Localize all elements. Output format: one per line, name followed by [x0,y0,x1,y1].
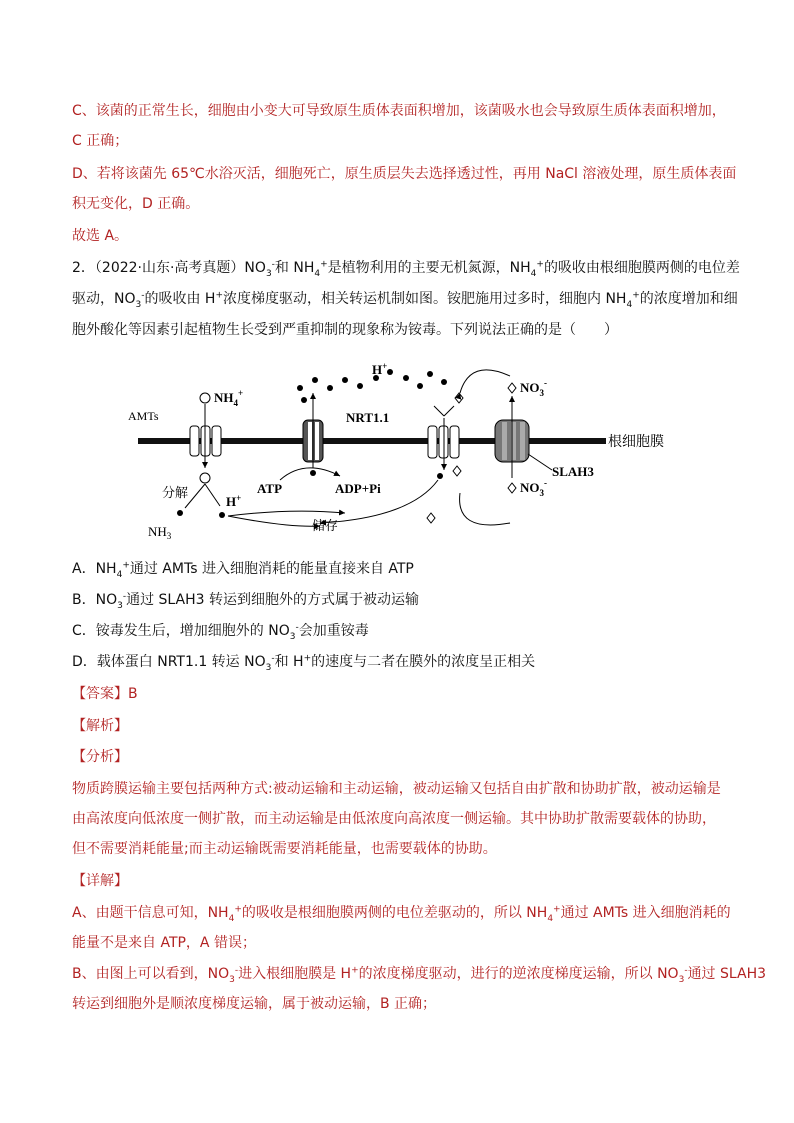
arrow [205,484,220,506]
no3-diamond [453,466,461,476]
text: 的速度与二者在膜外的浓度呈正相关 [311,654,536,670]
sup: + [536,259,544,270]
sup: + [553,904,561,915]
nh3-dot [177,510,183,516]
text: 通过 AMTs 进入细胞消耗的能量直接来自 ATP [129,561,414,577]
arrow [228,511,345,516]
sub: 4 [530,268,537,279]
no3-diamond [508,383,516,393]
option-d-explanation: D、若将该菌先 65℃水浴灭活，细胞死亡，原生质层失去选择透过性，再用 NaCl 溶液处理，原生质体表面 [72,166,737,182]
nrt-label: NRT1.1 [346,410,390,425]
sup: - [295,622,299,633]
h-dot [437,473,443,479]
q2-text: 是植物利用的主要无机氮源，NH [327,260,531,276]
option-b [72,590,419,610]
h-dot [219,512,225,518]
nh4-inside [200,473,210,483]
arrow [460,370,510,393]
sub: 3 [289,631,296,642]
text: B．NO [72,592,118,608]
atp-label: ATP [257,481,283,496]
fenxi-heading: 【分析】 [72,749,128,765]
analysis-p2: 由高浓度向低浓度一侧扩散，而主动运输是由低浓度向高浓度一侧运输。其中协助扩散需要载体的协助， [72,811,716,827]
sup: + [632,290,640,301]
sup: + [234,904,242,915]
nh4-label: $NH_4^+$ [214,388,244,408]
analysis-heading: 【解析】 [72,718,128,734]
h-label-top: H+ [372,361,388,377]
sub: 3 [229,974,235,985]
q2-text: 的吸收由 H [144,291,216,307]
q2-text: 的吸收由根细胞膜两侧的电位差 [543,260,740,276]
sub: 3 [117,600,123,611]
sup: + [122,560,130,571]
sub: 3 [265,662,272,673]
answer: 【答案】B [72,686,138,702]
slah3-label: SLAH3 [552,464,594,479]
sup: - [271,653,275,664]
nrt-arrows [434,406,454,416]
detail-heading: 【详解】 [72,873,128,889]
detail-b-line-1 [72,964,766,984]
sup: - [234,965,239,976]
store-label: 储存 [312,518,339,533]
h-dot [310,470,316,476]
q2-text: 的浓度增加和细 [639,291,738,307]
arrow [228,516,320,526]
no3-bottom-label: $NO_3^-$ [520,478,547,498]
sup: + [351,965,359,976]
text: 会加重铵毒 [298,623,369,639]
nh3-label: $NH_3$ [148,524,172,541]
question-2-line-2 [72,289,738,309]
question-2-line-1 [72,258,740,278]
detail-a-line-1 [72,903,731,923]
arrow [460,493,510,525]
sub: 4 [547,913,554,924]
question-2-line-3: 胞外酸化等因素引起植物生长受到严重抑制的现象称为铵毒。下列说法正确的是（ ） [72,322,618,338]
analysis-p1: 物质跨膜运输主要包括两种方式:被动运输和主动运输，被动运输又包括自由扩散和协助扩散，被动运输是 [72,781,721,797]
text: 的浓度梯度驱动，进行的逆浓度梯度运输，所以 NO [358,966,679,982]
sub: 4 [314,268,321,279]
text: B、由图上可以看到，NO [72,966,230,982]
option-a [72,559,414,579]
option-d [72,652,535,672]
sup: + [215,290,224,301]
nh4-symbol [200,393,210,403]
text: 和 H [274,654,304,670]
sub: 3 [678,974,685,985]
amts-label: AMTs [128,409,159,423]
analysis-p3: 但不需要消耗能量;而主动运输既需要消耗能量，也需要载体的协助。 [72,841,497,857]
sup: - [122,591,127,602]
text: 通过 SLAH3 [687,966,767,982]
no3-diamond [455,393,463,403]
text: 进入根细胞膜是 H [238,966,352,982]
sub: 4 [626,299,633,310]
no3-diamond [427,513,435,523]
sup: - [141,290,145,301]
q2-text: 浓度梯度驱动，相关转运机制如图。铵肥施用过多时，细胞内 NH [223,291,627,307]
text: D．载体蛋白 NRT1.1 转运 NO [72,654,266,670]
decompose-label: 分解 [162,485,189,500]
h-label-bottom: H+ [226,493,242,509]
detail-b-line-2: 转运到细胞外是顺浓度梯度运输，属于被动运输，B 正确； [72,996,437,1012]
sub: 4 [228,913,235,924]
choose-a: 故选 A。 [72,228,129,244]
text: C．铵毒发生后，增加细胞外的 NO [72,623,290,639]
sup: - [271,259,275,270]
arrow [280,468,340,480]
text: A、由题干信息可知，NH [72,905,229,921]
sup: + [320,259,328,270]
no3-top-label: $NO_3^-$ [520,378,547,398]
sub: 3 [265,268,272,279]
membrane-label: 根细胞膜 [608,435,664,450]
option-c [72,621,369,641]
sub: 3 [135,299,142,310]
q2-text: 和 NH [274,260,315,276]
sup: + [303,653,312,664]
detail-a-line-2: 能量不是来自 ATP，A 错误； [72,935,256,951]
option-d-explanation-cont: 积无变化，D 正确。 [72,196,200,212]
text: 的吸收是根细胞膜两侧的电位差驱动的，所以 NH [241,905,548,921]
text: A．NH [72,561,117,577]
sub: 4 [116,569,123,580]
option-c-explanation: C、该菌的正常生长，细胞由小变大可导致原生质体表面积增加，该菌吸水也会导致原生质体表面积增加， [72,103,726,119]
option-c-explanation-cont: C 正确； [72,133,129,149]
q2-text: 驱动，NO [72,291,136,307]
no3-diamond [508,483,516,493]
slah3-pointer [528,454,552,470]
sup: - [684,965,688,976]
text: 通过 AMTs 进入细胞消耗的 [560,905,731,921]
q2-prefix: 2．（2022·山东·高考真题）NO [72,260,266,276]
adp-label: ADP+Pi [335,481,381,496]
text: 通过 SLAH3 转运到细胞外的方式属于被动运输 [126,592,420,608]
transport-diagram [110,358,670,548]
